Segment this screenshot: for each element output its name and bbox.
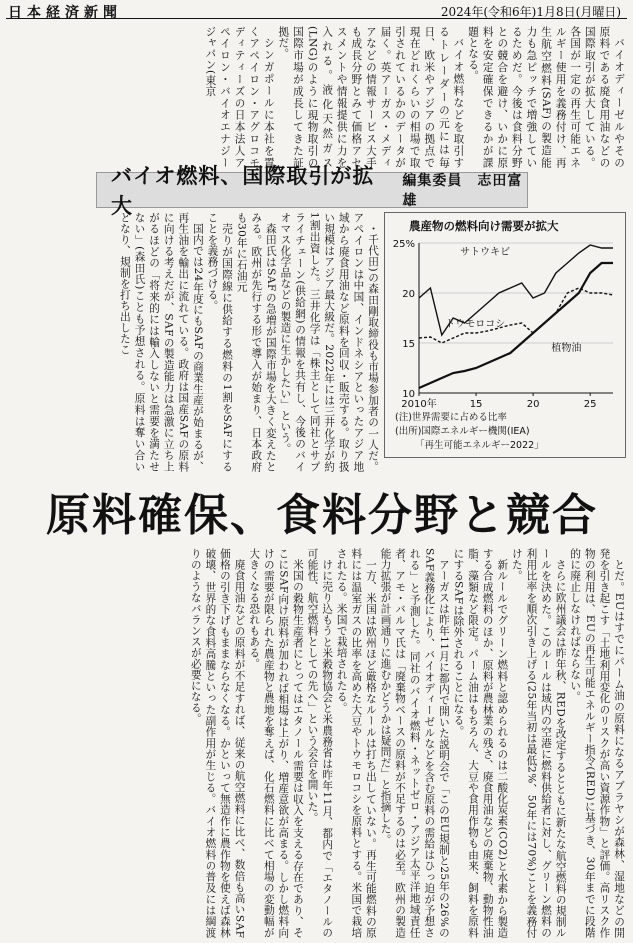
series-label: トウモロコシ [445, 319, 506, 330]
chart-source-title: 「再生可能エネルギー2022」 [415, 440, 544, 451]
chart-panel [384, 212, 626, 458]
series-label: 植物油 [551, 343, 582, 354]
paragraph: とだ。EUはすでにパーム油の原料になるアブラヤシが森林、湿地などの開発を引き起こす「土地利用変化のリスクが高い資源作物」と評価。高リスク作物の利用は、EUの再生可能エネルギー指令(RED)に基づき、30年までに段階的に廃止しなければならない。 [569, 548, 625, 938]
paragraph: アーガスは昨年11月に都内で開いた説明会で「このEU規制と25年の26%のSAF義務化により、バイオディーゼルなどを含む原料の需給はひっ迫が予想される」と予測した。同社のバイオ燃料・ネットゼロ・アジア太平洋地域責任者、アモ・バルマ氏は「廃棄物ベースの原料が不足するのは必至。欧州の製造能力拡張が計画通りに進むかどうかは疑問だ」と指摘した。 [379, 548, 450, 938]
paragraph: バイオ燃料などを取引するトレーダーの元には毎日、欧米やアジアの拠点で現在どれくらいの相場で取引されているかのデータが届く。英アーガス・メディアなどの情報サービス大手も成長分野とみて価格アセスメントや情報提供に力を入れる。液化天然ガス(LNG)のように現物取引の国際市場が成長してきた証拠だ。 [277, 26, 465, 168]
series-label: サトウキビ [460, 247, 511, 258]
paragraph: ・千代田)の森田剛取締役も市場参加者の一人だ。アペイロンは中国、インドネシアといったアジア地域から廃食用油など原料を回収・販売する。取り扱い規模はアジア最大級だ。2022年には三井化学が約1割出資した。三井化学は「株主として同社とサプライチェーン(供給網)の情報を共有し、今後のバイオマス化学品などの製造に生かしたい」という。 [279, 212, 379, 472]
byline: 編集委員 志田富雄 [402, 173, 523, 209]
x-tick-label: 15 [469, 399, 483, 410]
paragraph: 一方、米国は欧州ほど厳格なルールは打ち出していない。再生可能燃料の原料には温室ガスの比率を高めた大豆やトウモロコシを原料とする。米国で栽培されたる。米国で栽培されたる。 [335, 548, 377, 938]
chart-note: (注)世界需要に占める比率 [395, 412, 507, 423]
y-tick-label: 20 [402, 289, 415, 300]
issue-date: 2024年(令和6年)1月8日(月曜日) [440, 5, 621, 19]
subheadline-banner [96, 163, 528, 218]
article-top [8, 26, 626, 168]
paragraph: バイオディーゼルやその原料である廃食用油などの国際取引が拡大している。各国が一定の再生可能エネルギー使用を義務付け、再生航空燃料(SAF)の製造能力も急ピッチで増強しているためだ。今後は食料分野との競合を避け、いかに原料を安定確保できるかが課題となる。 [467, 26, 625, 168]
paragraph: さらに欧州議会は昨年秋、REDを改定するとともに新たな航空燃料の規制ルールを決めた。このルールは域内の空港に燃料供給者に対し、グリーン燃料の利用比率を順次引き上げる(25年当初は最低2%、50年には70%)ことを義務付けた。 [510, 548, 567, 938]
x-tick-label: 25 [583, 399, 597, 410]
paragraph: 国内では24年度にもSAFの商業生産が始まるが、再生油を輸出に流れている。政府は国産SAFの原料に向ける考えだが、SAFの製造能力は急激に立ち上がるほどの「将来的には輸入しないと需要を満たせない」(森田氏)ことも予想される。原料は奪い合いとなり、規制を打ち出したこ [118, 212, 204, 472]
x-tick-label: 2010年 [401, 399, 437, 410]
newspaper-name: 日本経済新聞 [8, 5, 122, 21]
paragraph: 森田氏はSAFの急増が国際市場を大きく変えたとみる。欧州が先行する形で導入が始まり、日本政府も30年に石油元 [235, 212, 277, 472]
article-middle [8, 212, 380, 472]
paragraph: 新ルールでグリーン燃料と認められるのは二酸化炭素(CO2)と水素から製造する合成燃料のほか、原料が農林業の残さ、廃食用油などの廃棄物、動物性油脂、藻類など限定。パーム油はもちろん、大豆や食用作物も由来、飼料を原料にするSAFは除外されることになる。 [452, 548, 509, 938]
y-tick-label: 10 [402, 389, 415, 400]
paragraph: 売りが国際線に供給する燃料の1割をSAFにすることを義務づける。 [206, 212, 234, 472]
main-headline: 原料確保、食料分野と競合 [46, 490, 598, 541]
paragraph: 米国の穀物生産者にとってはエタノール需要は収入を支える存在であり、そこにSAF向け原料が加われば相場は上がり、増産意欲が高まる。しかし燃料向けの需要が限られた農産物と農地を奪えば、化石燃料に比べて相場の変動幅が大きくなる恐れもある。 [248, 548, 304, 938]
paragraph: けに売り込もうと米穀物協会と米農務省は昨年11月、都内で「エタノールの可能性、航空燃料としての先へ」という会合を開いた。 [306, 548, 334, 938]
chart-title: 農産物の燃料向け需要が拡大 [409, 219, 559, 233]
y-tick-label: 15 [402, 339, 415, 350]
series-line-1 [419, 288, 613, 343]
article-bottom [8, 548, 626, 938]
chart-source: (出所)国際エネルギー機関(IEA) [395, 426, 530, 437]
subheadline-title: バイオ燃料、国際取引が拡大 [111, 163, 375, 218]
y-tick-label: 25% [392, 239, 415, 250]
paragraph: シンガポールに本社を置くアペイロン・アグロコモディティーズの日本法人アペイロン・バイオエナジージャパン(東京 [204, 26, 275, 168]
x-tick-label: 20 [526, 399, 540, 410]
masthead [6, 2, 627, 19]
line-chart [385, 233, 625, 423]
paragraph: 廃食用油などの原料が不足すれば、従来の航空燃料に比べ、数倍も高いSAF価格の引き下げもままならなくなる。かといって無造作に農作物を使えば森林破壊、世界的な食料高騰といった副作用が生じる。バイオ燃料の普及には綱渡りのようなバランスが必要になる。 [189, 548, 246, 938]
